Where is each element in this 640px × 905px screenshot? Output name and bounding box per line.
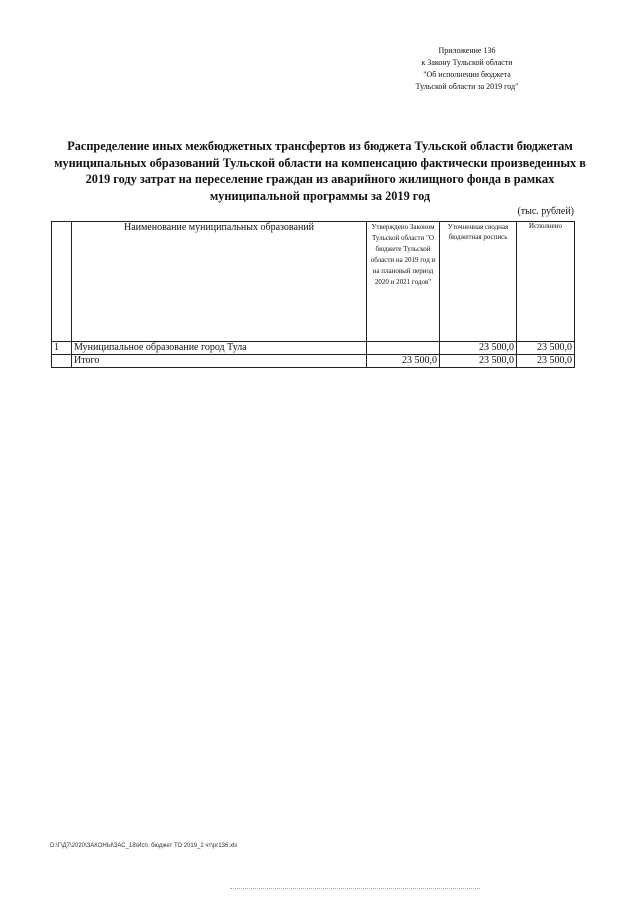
header-approved: Утверждено Законом Тульской области "О бюджете Тульской области на 2019 год и на плановый период 2020 и 2021 годов" <box>367 222 440 342</box>
transfers-table <box>51 221 575 368</box>
units-label: (тыс. рублей) <box>517 206 574 217</box>
appendix-law: к Закону Тульской области <box>421 58 513 67</box>
total-executed: 23 500,0 <box>517 355 575 368</box>
file-path-footer: D:\Г\Д7\2020\ЗАКОНЫ\ЗАС_18\Исп. бюджет ТО 2019_2 чт\pr136.xls <box>50 843 238 849</box>
appendix-block <box>360 45 574 93</box>
appendix-number: Приложение 136 <box>438 46 496 55</box>
table-row <box>52 342 575 355</box>
header-name: Наименование муниципальных образований <box>72 222 367 342</box>
total-approved: 23 500,0 <box>367 355 440 368</box>
header-revised: Уточненная сводная бюджетная роспись <box>440 222 517 342</box>
header-executed: Исполнено <box>517 222 575 342</box>
scan-artifact-line <box>230 888 480 889</box>
row-revised: 23 500,0 <box>440 342 517 355</box>
row-index: 1 <box>52 342 72 355</box>
row-approved <box>367 342 440 355</box>
total-row <box>52 355 575 368</box>
header-number <box>52 222 72 342</box>
appendix-law-title: "Об исполнении бюджета <box>423 70 511 79</box>
appendix-law-year: Тульской области за 2019 год" <box>415 82 519 91</box>
document-title: Распределение иных межбюджетных трансфертов из бюджета Тульской области бюджетам муниципальных образований Тульской области на компенсацию фактически произведенных в 2019 году затрат на переселение граждан из аварийного жилищного фонда в рамках муниципальной программы за 2019 год <box>54 139 586 203</box>
total-revised: 23 500,0 <box>440 355 517 368</box>
row-executed: 23 500,0 <box>517 342 575 355</box>
total-label: Итого <box>72 355 367 368</box>
total-index <box>52 355 72 368</box>
table-header-row <box>52 222 575 342</box>
row-name: Муниципальное образование город Тула <box>72 342 367 355</box>
